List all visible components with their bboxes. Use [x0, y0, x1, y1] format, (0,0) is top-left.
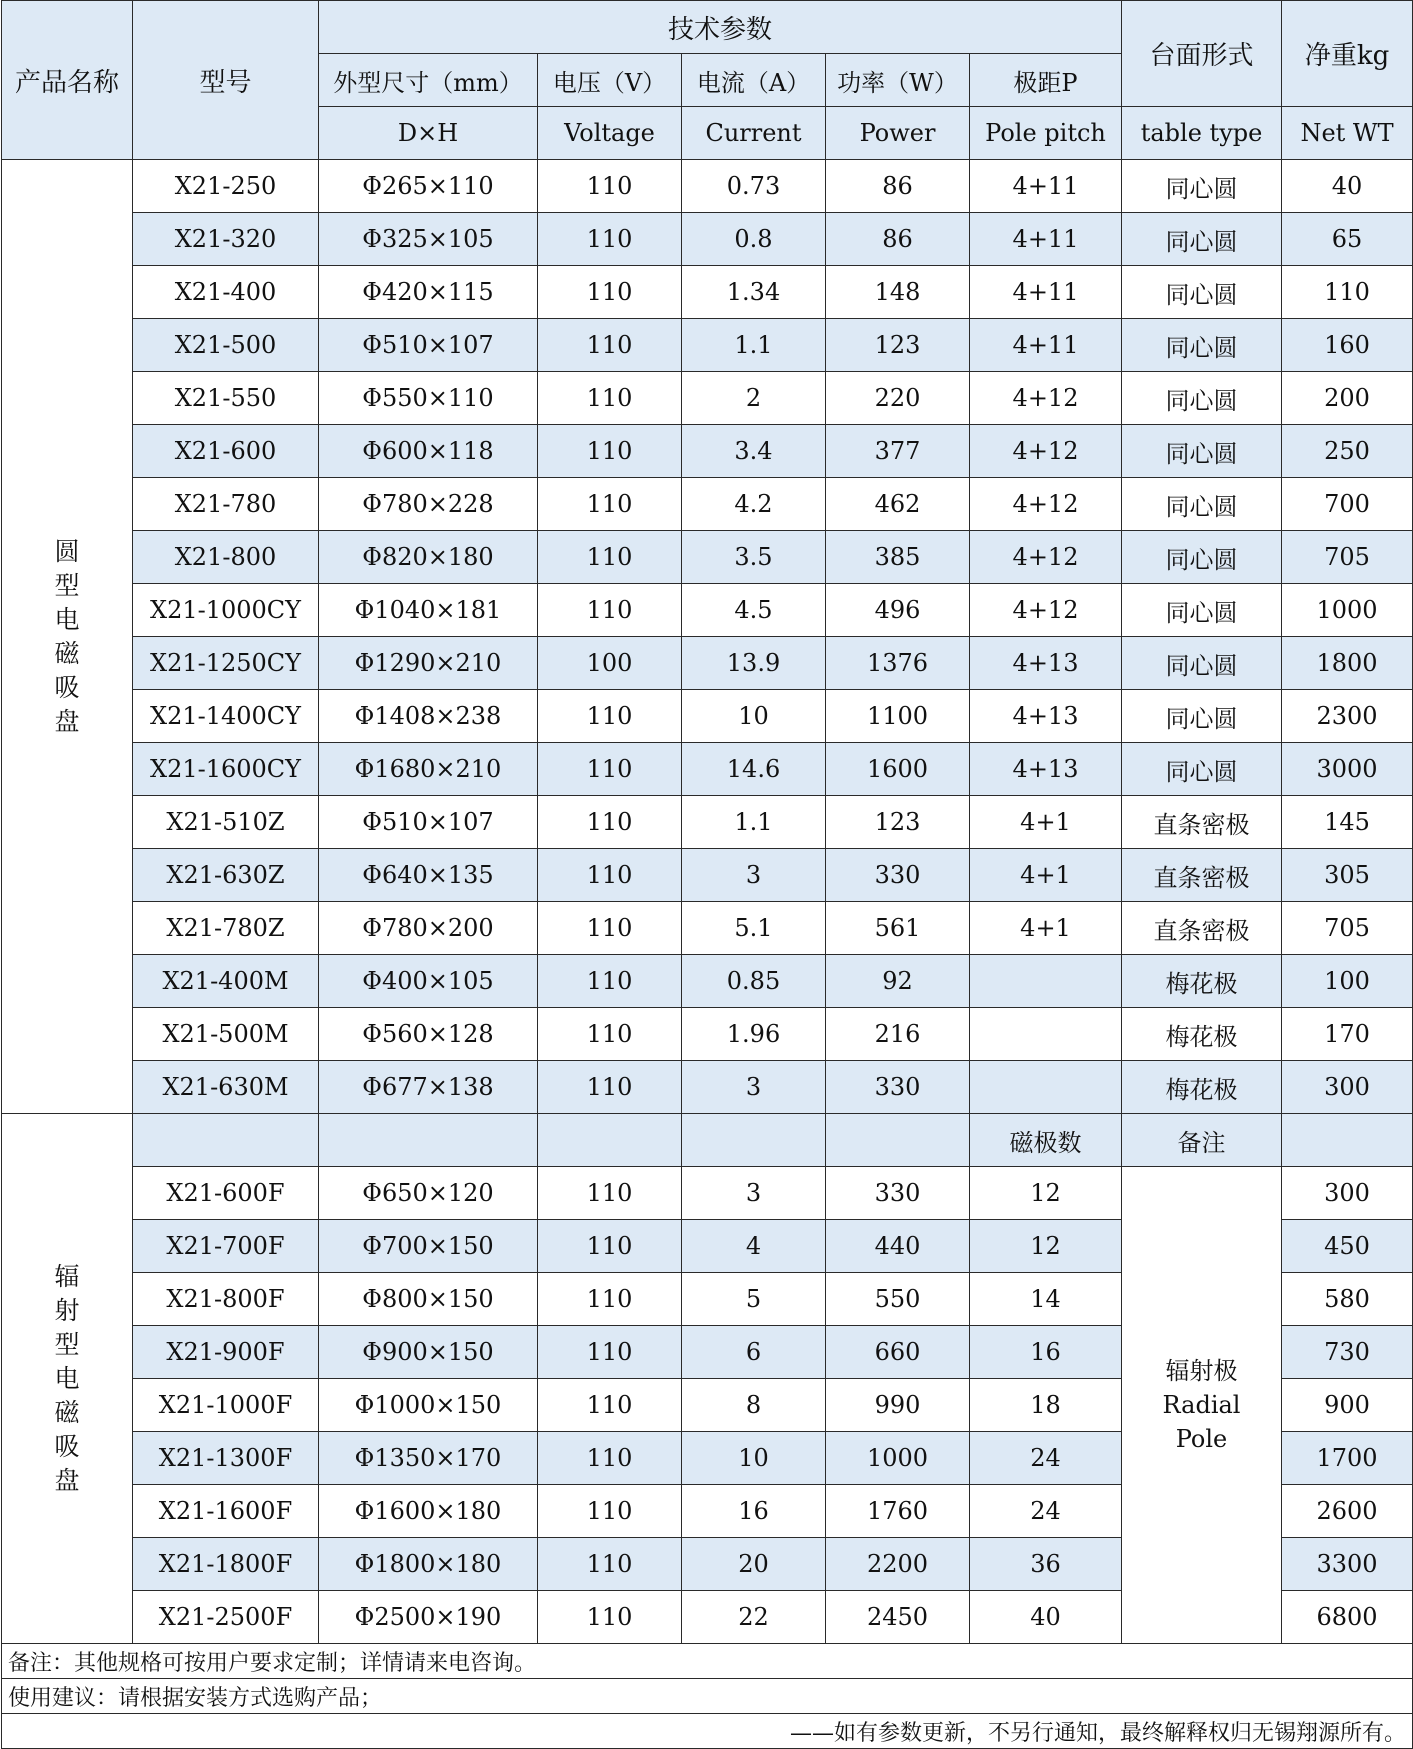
- voltage-cell: 110: [538, 796, 682, 849]
- voltage-cell: 110: [538, 531, 682, 584]
- weight-cell: 705: [1282, 531, 1413, 584]
- power-cell: 330: [826, 849, 970, 902]
- header-pole-pitch: 极距P: [970, 54, 1122, 107]
- pole-pitch-cell: 4+13: [970, 637, 1122, 690]
- table-row: [2, 319, 1413, 372]
- empty-cell: [133, 1114, 319, 1167]
- power-cell: 2200: [826, 1538, 970, 1591]
- table-type-cell: 同心圆: [1122, 425, 1282, 478]
- weight-cell: 450: [1282, 1220, 1413, 1273]
- dimension-cell: Φ2500×190: [319, 1591, 538, 1644]
- voltage-cell: 110: [538, 902, 682, 955]
- pole-count-cell: 36: [970, 1538, 1122, 1591]
- current-cell: 0.73: [682, 160, 826, 213]
- header-voltage: 电压（V）: [538, 54, 682, 107]
- table-row: [2, 584, 1413, 637]
- dimension-cell: Φ700×150: [319, 1220, 538, 1273]
- current-cell: 3: [682, 1167, 826, 1220]
- voltage-cell: 100: [538, 637, 682, 690]
- pole-pitch-cell: 4+1: [970, 902, 1122, 955]
- table-type-cell: 直条密极: [1122, 849, 1282, 902]
- power-cell: 990: [826, 1379, 970, 1432]
- model-cell: X21-630Z: [133, 849, 319, 902]
- empty-cell: [319, 1114, 538, 1167]
- table-row: [2, 266, 1413, 319]
- current-cell: 20: [682, 1538, 826, 1591]
- dimension-cell: Φ1600×180: [319, 1485, 538, 1538]
- pole-pitch-cell: 4+1: [970, 796, 1122, 849]
- group-label-text: 圆型电磁吸盘: [54, 536, 80, 736]
- voltage-cell: 110: [538, 478, 682, 531]
- pole-count-cell: 14: [970, 1273, 1122, 1326]
- header-voltage-en: Voltage: [538, 107, 682, 160]
- model-cell: X21-250: [133, 160, 319, 213]
- remark-text: 辐射极: [1165, 1357, 1238, 1385]
- table-row: [2, 955, 1413, 1008]
- weight-cell: 1000: [1282, 584, 1413, 637]
- power-cell: 377: [826, 425, 970, 478]
- header-pole-count: 磁极数: [970, 1114, 1122, 1167]
- footer-note-disclaimer: ——如有参数更新，不另行通知，最终解释权归无锡翔源所有。: [2, 1714, 1413, 1749]
- weight-cell: 40: [1282, 160, 1413, 213]
- voltage-cell: 110: [538, 160, 682, 213]
- dimension-cell: Φ1000×150: [319, 1379, 538, 1432]
- dimension-cell: Φ800×150: [319, 1273, 538, 1326]
- dimension-cell: Φ1040×181: [319, 584, 538, 637]
- header-current-en: Current: [682, 107, 826, 160]
- power-cell: 660: [826, 1326, 970, 1379]
- table-row: [2, 849, 1413, 902]
- dimension-cell: Φ600×118: [319, 425, 538, 478]
- spec-table: [1, 0, 1413, 1749]
- table-type-cell: 同心圆: [1122, 531, 1282, 584]
- table-row: [2, 637, 1413, 690]
- voltage-cell: 110: [538, 584, 682, 637]
- power-cell: 496: [826, 584, 970, 637]
- table-row: [2, 425, 1413, 478]
- pole-pitch-cell: 4+12: [970, 531, 1122, 584]
- model-cell: X21-2500F: [133, 1591, 319, 1644]
- weight-cell: 1800: [1282, 637, 1413, 690]
- table-row: [2, 531, 1413, 584]
- weight-cell: 900: [1282, 1379, 1413, 1432]
- voltage-cell: 110: [538, 319, 682, 372]
- table-type-cell: 直条密极: [1122, 796, 1282, 849]
- table-type-cell: 同心圆: [1122, 584, 1282, 637]
- model-cell: X21-1000F: [133, 1379, 319, 1432]
- weight-cell: 2300: [1282, 690, 1413, 743]
- model-cell: X21-900F: [133, 1326, 319, 1379]
- model-cell: X21-780Z: [133, 902, 319, 955]
- empty-cell: [1282, 1114, 1413, 1167]
- model-cell: X21-630M: [133, 1061, 319, 1114]
- power-cell: 123: [826, 796, 970, 849]
- power-cell: 550: [826, 1273, 970, 1326]
- weight-cell: 110: [1282, 266, 1413, 319]
- table-type-cell: 同心圆: [1122, 478, 1282, 531]
- voltage-cell: 110: [538, 1220, 682, 1273]
- table-type-cell: 同心圆: [1122, 266, 1282, 319]
- dimension-cell: Φ550×110: [319, 372, 538, 425]
- weight-cell: 580: [1282, 1273, 1413, 1326]
- current-cell: 4: [682, 1220, 826, 1273]
- group-label-round-chuck: [2, 160, 133, 1114]
- voltage-cell: 110: [538, 955, 682, 1008]
- footer-note-usage: 使用建议：请根据安装方式选购产品；: [2, 1679, 1413, 1714]
- pole-count-cell: 40: [970, 1591, 1122, 1644]
- table-type-cell: 梅花极: [1122, 1008, 1282, 1061]
- voltage-cell: 110: [538, 425, 682, 478]
- voltage-cell: 110: [538, 372, 682, 425]
- footer-note-custom: 备注：其他规格可按用户要求定制；详情请来电咨询。: [2, 1644, 1413, 1679]
- pole-pitch-cell: 4+11: [970, 266, 1122, 319]
- remark-text: Radial: [1162, 1391, 1241, 1419]
- power-cell: 561: [826, 902, 970, 955]
- model-cell: X21-1600F: [133, 1485, 319, 1538]
- power-cell: 462: [826, 478, 970, 531]
- weight-cell: 250: [1282, 425, 1413, 478]
- weight-cell: 3300: [1282, 1538, 1413, 1591]
- weight-cell: 300: [1282, 1061, 1413, 1114]
- power-cell: 86: [826, 213, 970, 266]
- dimension-cell: Φ400×105: [319, 955, 538, 1008]
- current-cell: 16: [682, 1485, 826, 1538]
- radial-subheader-row: [2, 1114, 1413, 1167]
- pole-pitch-cell: 4+11: [970, 213, 1122, 266]
- power-cell: 2450: [826, 1591, 970, 1644]
- power-cell: 385: [826, 531, 970, 584]
- model-cell: X21-550: [133, 372, 319, 425]
- current-cell: 5.1: [682, 902, 826, 955]
- pole-pitch-cell: 4+13: [970, 690, 1122, 743]
- table-row: [2, 690, 1413, 743]
- model-cell: X21-700F: [133, 1220, 319, 1273]
- model-cell: X21-1250CY: [133, 637, 319, 690]
- current-cell: 1.1: [682, 796, 826, 849]
- header-table-type: 台面形式: [1122, 1, 1282, 107]
- weight-cell: 145: [1282, 796, 1413, 849]
- model-cell: X21-400M: [133, 955, 319, 1008]
- voltage-cell: 110: [538, 849, 682, 902]
- pole-pitch-cell: 4+1: [970, 849, 1122, 902]
- model-cell: X21-600: [133, 425, 319, 478]
- dimension-cell: Φ265×110: [319, 160, 538, 213]
- dimension-cell: Φ560×128: [319, 1008, 538, 1061]
- voltage-cell: 110: [538, 1379, 682, 1432]
- current-cell: 8: [682, 1379, 826, 1432]
- dimension-cell: Φ510×107: [319, 319, 538, 372]
- weight-cell: 170: [1282, 1008, 1413, 1061]
- weight-cell: 700: [1282, 478, 1413, 531]
- table-type-cell: 同心圆: [1122, 213, 1282, 266]
- current-cell: 13.9: [682, 637, 826, 690]
- model-cell: X21-500: [133, 319, 319, 372]
- current-cell: 14.6: [682, 743, 826, 796]
- current-cell: 0.85: [682, 955, 826, 1008]
- table-type-cell: 同心圆: [1122, 160, 1282, 213]
- table-type-cell: 同心圆: [1122, 743, 1282, 796]
- weight-cell: 705: [1282, 902, 1413, 955]
- power-cell: 440: [826, 1220, 970, 1273]
- power-cell: 330: [826, 1061, 970, 1114]
- model-cell: X21-400: [133, 266, 319, 319]
- voltage-cell: 110: [538, 1485, 682, 1538]
- power-cell: 1600: [826, 743, 970, 796]
- weight-cell: 1700: [1282, 1432, 1413, 1485]
- table-type-cell: 梅花极: [1122, 955, 1282, 1008]
- table-row: [2, 372, 1413, 425]
- table-row: [2, 478, 1413, 531]
- voltage-cell: 110: [538, 1167, 682, 1220]
- voltage-cell: 110: [538, 213, 682, 266]
- current-cell: 10: [682, 1432, 826, 1485]
- pole-count-cell: 24: [970, 1485, 1122, 1538]
- pole-pitch-cell: 4+12: [970, 478, 1122, 531]
- model-cell: X21-500M: [133, 1008, 319, 1061]
- voltage-cell: 110: [538, 1432, 682, 1485]
- header-model: 型号: [133, 1, 319, 160]
- current-cell: 1.96: [682, 1008, 826, 1061]
- power-cell: 1376: [826, 637, 970, 690]
- weight-cell: 2600: [1282, 1485, 1413, 1538]
- header-dimensions: 外型尺寸（mm）: [319, 54, 538, 107]
- pole-pitch-cell: [970, 1008, 1122, 1061]
- remark-text: Pole: [1175, 1425, 1228, 1453]
- voltage-cell: 110: [538, 1273, 682, 1326]
- pole-pitch-cell: 4+11: [970, 160, 1122, 213]
- current-cell: 1.1: [682, 319, 826, 372]
- current-cell: 1.34: [682, 266, 826, 319]
- voltage-cell: 110: [538, 1326, 682, 1379]
- dimension-cell: Φ650×120: [319, 1167, 538, 1220]
- power-cell: 1100: [826, 690, 970, 743]
- dimension-cell: Φ780×228: [319, 478, 538, 531]
- pole-count-cell: 24: [970, 1432, 1122, 1485]
- power-cell: 1760: [826, 1485, 970, 1538]
- weight-cell: 100: [1282, 955, 1413, 1008]
- table-row: [2, 1061, 1413, 1114]
- table-type-cell: 同心圆: [1122, 372, 1282, 425]
- dimension-cell: Φ1408×238: [319, 690, 538, 743]
- current-cell: 5: [682, 1273, 826, 1326]
- dimension-cell: Φ780×200: [319, 902, 538, 955]
- power-cell: 216: [826, 1008, 970, 1061]
- header-remark: 备注: [1122, 1114, 1282, 1167]
- power-cell: 123: [826, 319, 970, 372]
- dimension-cell: Φ900×150: [319, 1326, 538, 1379]
- dimension-cell: Φ1800×180: [319, 1538, 538, 1591]
- header-dimensions-en: D×H: [319, 107, 538, 160]
- voltage-cell: 110: [538, 690, 682, 743]
- dimension-cell: Φ325×105: [319, 213, 538, 266]
- header-power: 功率（W）: [826, 54, 970, 107]
- model-cell: X21-800F: [133, 1273, 319, 1326]
- weight-cell: 300: [1282, 1167, 1413, 1220]
- current-cell: 3: [682, 1061, 826, 1114]
- empty-cell: [682, 1114, 826, 1167]
- model-cell: X21-1600CY: [133, 743, 319, 796]
- power-cell: 220: [826, 372, 970, 425]
- pole-pitch-cell: 4+13: [970, 743, 1122, 796]
- model-cell: X21-1300F: [133, 1432, 319, 1485]
- table-row: [2, 1008, 1413, 1061]
- power-cell: 1000: [826, 1432, 970, 1485]
- remark-radial-pole: [1122, 1167, 1282, 1644]
- dimension-cell: Φ1290×210: [319, 637, 538, 690]
- weight-cell: 730: [1282, 1326, 1413, 1379]
- model-cell: X21-1000CY: [133, 584, 319, 637]
- group-label-radial-chuck: [2, 1114, 133, 1644]
- dimension-cell: Φ420×115: [319, 266, 538, 319]
- current-cell: 2: [682, 372, 826, 425]
- current-cell: 0.8: [682, 213, 826, 266]
- model-cell: X21-780: [133, 478, 319, 531]
- weight-cell: 305: [1282, 849, 1413, 902]
- power-cell: 86: [826, 160, 970, 213]
- table-row: [2, 213, 1413, 266]
- model-cell: X21-510Z: [133, 796, 319, 849]
- table-row: [2, 160, 1413, 213]
- current-cell: 6: [682, 1326, 826, 1379]
- header-product-name: 产品名称: [2, 1, 133, 160]
- table-row: [2, 1167, 1413, 1220]
- table-row: [2, 743, 1413, 796]
- header-tech-params: 技术参数: [319, 1, 1122, 54]
- model-cell: X21-600F: [133, 1167, 319, 1220]
- dimension-cell: Φ1350×170: [319, 1432, 538, 1485]
- table-type-cell: 同心圆: [1122, 690, 1282, 743]
- voltage-cell: 110: [538, 1061, 682, 1114]
- header-current: 电流（A）: [682, 54, 826, 107]
- table-type-cell: 直条密极: [1122, 902, 1282, 955]
- pole-pitch-cell: 4+12: [970, 425, 1122, 478]
- current-cell: 22: [682, 1591, 826, 1644]
- current-cell: 3: [682, 849, 826, 902]
- power-cell: 92: [826, 955, 970, 1008]
- dimension-cell: Φ1680×210: [319, 743, 538, 796]
- voltage-cell: 110: [538, 743, 682, 796]
- group-label-text: 辐射型电磁吸盘: [54, 1261, 80, 1495]
- pole-count-cell: 12: [970, 1220, 1122, 1273]
- model-cell: X21-320: [133, 213, 319, 266]
- power-cell: 330: [826, 1167, 970, 1220]
- pole-pitch-cell: [970, 1061, 1122, 1114]
- pole-count-cell: 18: [970, 1379, 1122, 1432]
- current-cell: 4.5: [682, 584, 826, 637]
- weight-cell: 3000: [1282, 743, 1413, 796]
- current-cell: 4.2: [682, 478, 826, 531]
- table-row: [2, 902, 1413, 955]
- header-pole-pitch-en: Pole pitch: [970, 107, 1122, 160]
- header-power-en: Power: [826, 107, 970, 160]
- pole-pitch-cell: 4+12: [970, 372, 1122, 425]
- voltage-cell: 110: [538, 1538, 682, 1591]
- weight-cell: 200: [1282, 372, 1413, 425]
- voltage-cell: 110: [538, 266, 682, 319]
- header-net-weight-en: Net WT: [1282, 107, 1413, 160]
- dimension-cell: Φ640×135: [319, 849, 538, 902]
- weight-cell: 65: [1282, 213, 1413, 266]
- pole-pitch-cell: [970, 955, 1122, 1008]
- table-type-cell: 同心圆: [1122, 319, 1282, 372]
- dimension-cell: Φ820×180: [319, 531, 538, 584]
- weight-cell: 160: [1282, 319, 1413, 372]
- header-net-weight: 净重kg: [1282, 1, 1413, 107]
- table-type-cell: 同心圆: [1122, 637, 1282, 690]
- pole-pitch-cell: 4+12: [970, 584, 1122, 637]
- current-cell: 10: [682, 690, 826, 743]
- pole-count-cell: 12: [970, 1167, 1122, 1220]
- current-cell: 3.5: [682, 531, 826, 584]
- model-cell: X21-1800F: [133, 1538, 319, 1591]
- empty-cell: [826, 1114, 970, 1167]
- table-type-cell: 梅花极: [1122, 1061, 1282, 1114]
- header-table-type-en: table type: [1122, 107, 1282, 160]
- power-cell: 148: [826, 266, 970, 319]
- voltage-cell: 110: [538, 1591, 682, 1644]
- voltage-cell: 110: [538, 1008, 682, 1061]
- dimension-cell: Φ677×138: [319, 1061, 538, 1114]
- table-row: [2, 796, 1413, 849]
- pole-count-cell: 16: [970, 1326, 1122, 1379]
- model-cell: X21-1400CY: [133, 690, 319, 743]
- dimension-cell: Φ510×107: [319, 796, 538, 849]
- pole-pitch-cell: 4+11: [970, 319, 1122, 372]
- empty-cell: [538, 1114, 682, 1167]
- current-cell: 3.4: [682, 425, 826, 478]
- model-cell: X21-800: [133, 531, 319, 584]
- weight-cell: 6800: [1282, 1591, 1413, 1644]
